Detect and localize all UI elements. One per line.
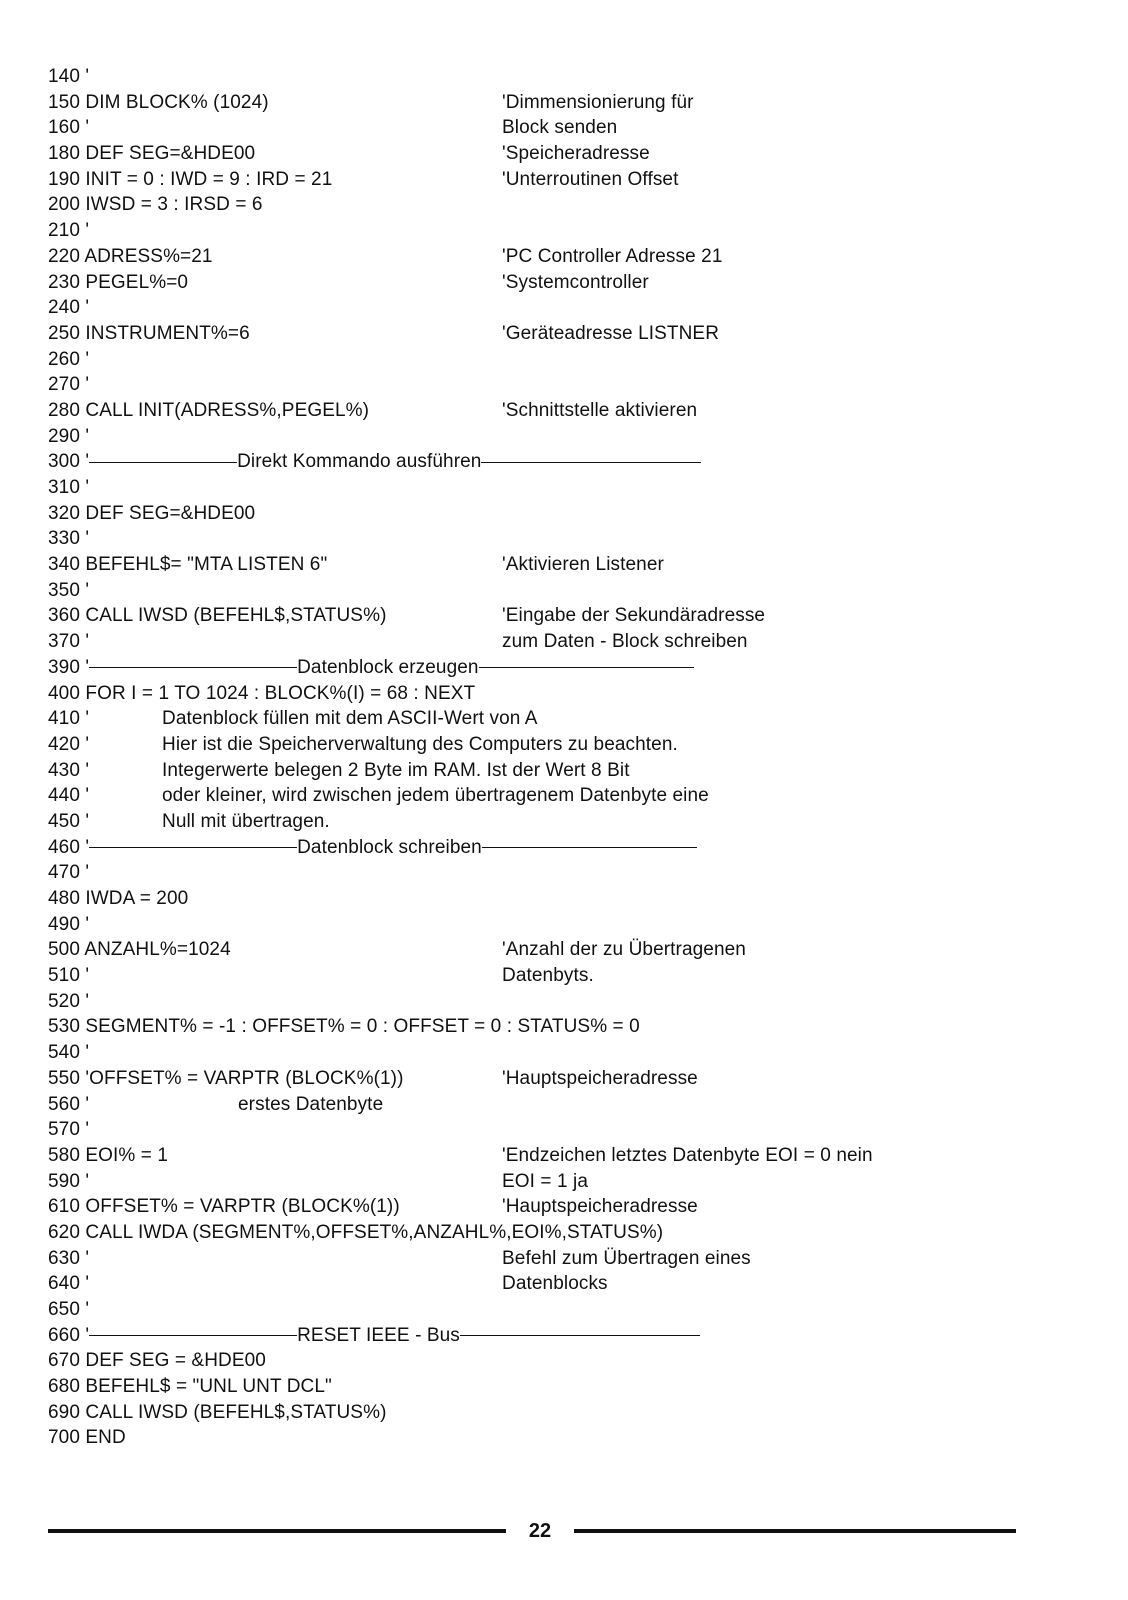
code-line (48, 1220, 1088, 1246)
code-line (48, 809, 1088, 835)
code-statement: 630 ' (48, 1247, 90, 1269)
code-statement: 360 CALL IWSD (BEFEHL$,STATUS%) (48, 605, 387, 627)
section-separator (48, 835, 697, 861)
code-comment: 'Aktivieren Listener (502, 554, 664, 576)
code-line (48, 1297, 1088, 1323)
comment-text: Null mit übertragen. (162, 810, 330, 832)
code-statement: 470 ' (48, 862, 90, 884)
code-line (48, 1117, 1088, 1143)
code-line (48, 706, 1088, 732)
code-statement: 190 INIT = 0 : IWD = 9 : IRD = 21 (48, 168, 333, 190)
code-statement: 330 ' (48, 528, 90, 550)
line-number: 450 ' (48, 810, 90, 832)
code-line (48, 270, 1088, 296)
section-separator (48, 449, 701, 475)
code-line (48, 64, 1088, 90)
line-number: 660 ' (48, 1324, 90, 1346)
code-line (48, 603, 1088, 629)
code-statement: 150 DIM BLOCK% (1024) (48, 91, 269, 113)
code-line (48, 424, 1088, 450)
code-line (48, 1400, 1088, 1426)
code-statement: 530 SEGMENT% = -1 : OFFSET% = 0 : OFFSET = 0 : STATUS% = 0 (48, 1016, 640, 1038)
code-line (48, 526, 1088, 552)
code-line (48, 1425, 1088, 1451)
code-statement: 510 ' (48, 965, 90, 987)
code-line (48, 1066, 1088, 1092)
code-line (48, 783, 1088, 809)
code-line (48, 1246, 1088, 1272)
code-statement: 340 BEFEHL$= "MTA LISTEN 6" (48, 554, 328, 576)
code-line (48, 347, 1088, 373)
code-line (48, 1374, 1088, 1400)
separator-rule (482, 847, 697, 848)
code-line (48, 244, 1088, 270)
code-line (48, 475, 1088, 501)
code-statement: 620 CALL IWDA (SEGMENT%,OFFSET%,ANZAHL%,EOI%,STATUS%) (48, 1221, 664, 1243)
code-statement: 270 ' (48, 374, 90, 396)
footer-rule-left (48, 1529, 506, 1533)
code-statement: 220 ADRESS%=21 (48, 245, 213, 267)
code-statement: 310 ' (48, 477, 90, 498)
code-statement: 500 ANZAHL%=1024 (48, 939, 231, 961)
code-line (48, 732, 1088, 758)
code-statement: 550 'OFFSET% = VARPTR (BLOCK%(1)) (48, 1067, 404, 1089)
code-statement: 400 FOR I = 1 TO 1024 : BLOCK%(I) = 68 : NEXT (48, 682, 476, 704)
section-heading: Datenblock erzeugen (297, 656, 479, 678)
code-line (48, 372, 1088, 398)
code-line (48, 501, 1088, 527)
code-line (48, 167, 1088, 193)
code-line (48, 629, 1088, 655)
comment-text: Hier ist die Speicherverwaltung des Computers zu beachten. (162, 733, 678, 755)
comment-text: Datenblock füllen mit dem ASCII-Wert von A (162, 708, 538, 730)
separator-rule (479, 667, 694, 668)
code-line (48, 1194, 1088, 1220)
code-line (48, 192, 1088, 218)
code-comment: Datenbyts. (502, 965, 594, 987)
code-statement: 370 ' (48, 631, 90, 653)
code-line (48, 115, 1088, 141)
code-line (48, 1348, 1088, 1374)
code-statement: 490 ' (48, 913, 90, 935)
comment-text: erstes Datenbyte (238, 1093, 384, 1115)
code-statement: 480 IWDA = 200 (48, 888, 189, 909)
code-comment: 'Endzeichen letztes Datenbyte EOI = 0 nein (502, 1144, 873, 1166)
separator-rule (89, 1335, 297, 1336)
line-number: 410 ' (48, 708, 90, 730)
code-comment: 'Anzahl der zu Übertragenen (502, 939, 746, 961)
code-line (48, 449, 1088, 475)
code-line (48, 655, 1088, 681)
section-separator (48, 1323, 700, 1349)
code-comment: Datenblocks (502, 1273, 608, 1295)
section-separator (48, 655, 694, 681)
code-comment: EOI = 1 ja (502, 1170, 589, 1192)
code-statement: 200 IWSD = 3 : IRSD = 6 (48, 194, 263, 216)
code-line (48, 398, 1088, 424)
code-statement: 570 ' (48, 1119, 90, 1141)
code-comment: 'PC Controller Adresse 21 (502, 245, 723, 267)
line-number: 420 ' (48, 733, 90, 755)
code-statement: 680 BEFEHL$ = "UNL UNT DCL" (48, 1376, 332, 1398)
code-comment: 'Systemcontroller (502, 271, 649, 293)
code-statement: 700 END (48, 1427, 126, 1449)
code-comment: zum Daten - Block schreiben (502, 631, 748, 653)
code-line (48, 1014, 1088, 1040)
code-statement: 240 ' (48, 297, 90, 319)
code-statement: 650 ' (48, 1299, 90, 1320)
code-line (48, 758, 1088, 784)
code-statement: 670 DEF SEG = &HDE00 (48, 1350, 266, 1372)
page-number: 22 (528, 1520, 552, 1542)
code-statement: 250 INSTRUMENT%=6 (48, 322, 250, 344)
code-line (48, 835, 1088, 861)
code-line (48, 321, 1088, 347)
code-comment: 'Dimmensionierung für (502, 91, 694, 113)
code-comment: Befehl zum Übertragen eines (502, 1247, 751, 1269)
code-statement: 180 DEF SEG=&HDE00 (48, 143, 256, 165)
code-statement: 280 CALL INIT(ADRESS%,PEGEL%) (48, 399, 370, 421)
code-line (48, 1323, 1088, 1349)
section-heading: Direkt Kommando ausführen (237, 451, 482, 473)
code-comment: 'Unterroutinen Offset (502, 168, 679, 190)
code-line (48, 912, 1088, 938)
code-line (48, 989, 1088, 1015)
code-line (48, 886, 1088, 912)
code-statement: 590 ' (48, 1170, 90, 1192)
code-comment: 'Geräteadresse LISTNER (502, 322, 720, 344)
separator-rule (89, 667, 297, 668)
code-statement: 260 ' (48, 348, 90, 370)
code-statement: 140 ' (48, 66, 90, 87)
code-line (48, 90, 1088, 116)
code-line (48, 1040, 1088, 1066)
basic-program-listing (48, 64, 1088, 1451)
code-line (48, 937, 1088, 963)
code-line (48, 963, 1088, 989)
comment-text: oder kleiner, wird zwischen jedem übertragenem Datenbyte eine (162, 785, 709, 807)
code-comment: 'Eingabe der Sekundäradresse (502, 605, 766, 627)
code-line (48, 578, 1088, 604)
code-line (48, 1092, 1088, 1118)
line-number: 440 ' (48, 785, 90, 807)
line-number: 460 ' (48, 836, 90, 858)
code-line (48, 860, 1088, 886)
code-line (48, 1143, 1088, 1169)
line-number: 560 ' (48, 1093, 90, 1115)
code-comment: 'Hauptspeicheradresse (502, 1196, 698, 1218)
code-statement: 350 ' (48, 579, 90, 601)
code-statement: 540 ' (48, 1042, 90, 1064)
separator-rule (481, 462, 701, 463)
section-heading: Datenblock schreiben (297, 836, 482, 858)
code-line (48, 218, 1088, 244)
line-number: 390 ' (48, 656, 90, 678)
line-number: 430 ' (48, 759, 90, 781)
footer-rule-right (574, 1529, 1016, 1533)
code-line (48, 1169, 1088, 1195)
separator-rule (89, 462, 237, 463)
code-line (48, 141, 1088, 167)
code-line (48, 681, 1088, 707)
code-statement: 320 DEF SEG=&HDE00 (48, 502, 256, 524)
code-line (48, 295, 1088, 321)
code-comment: Block senden (502, 117, 618, 139)
page-footer (0, 1517, 1128, 1547)
section-heading: RESET IEEE - Bus (297, 1324, 460, 1346)
code-statement: 640 ' (48, 1273, 90, 1295)
code-comment: 'Hauptspeicheradresse (502, 1067, 698, 1089)
code-statement: 520 ' (48, 990, 90, 1012)
code-statement: 580 EOI% = 1 (48, 1144, 169, 1166)
code-statement: 610 OFFSET% = VARPTR (BLOCK%(1)) (48, 1196, 400, 1218)
comment-text: Integerwerte belegen 2 Byte im RAM. Ist der Wert 8 Bit (162, 759, 630, 781)
code-statement: 210 ' (48, 220, 90, 242)
code-line (48, 1271, 1088, 1297)
code-statement: 160 ' (48, 117, 90, 139)
code-statement: 230 PEGEL%=0 (48, 271, 189, 293)
separator-rule (89, 847, 297, 848)
code-comment: 'Speicheradresse (502, 143, 650, 165)
code-statement: 690 CALL IWSD (BEFEHL$,STATUS%) (48, 1401, 387, 1423)
code-comment: 'Schnittstelle aktivieren (502, 399, 698, 421)
code-line (48, 552, 1088, 578)
line-number: 300 ' (48, 451, 90, 473)
separator-rule (460, 1335, 700, 1336)
code-statement: 290 ' (48, 425, 90, 447)
